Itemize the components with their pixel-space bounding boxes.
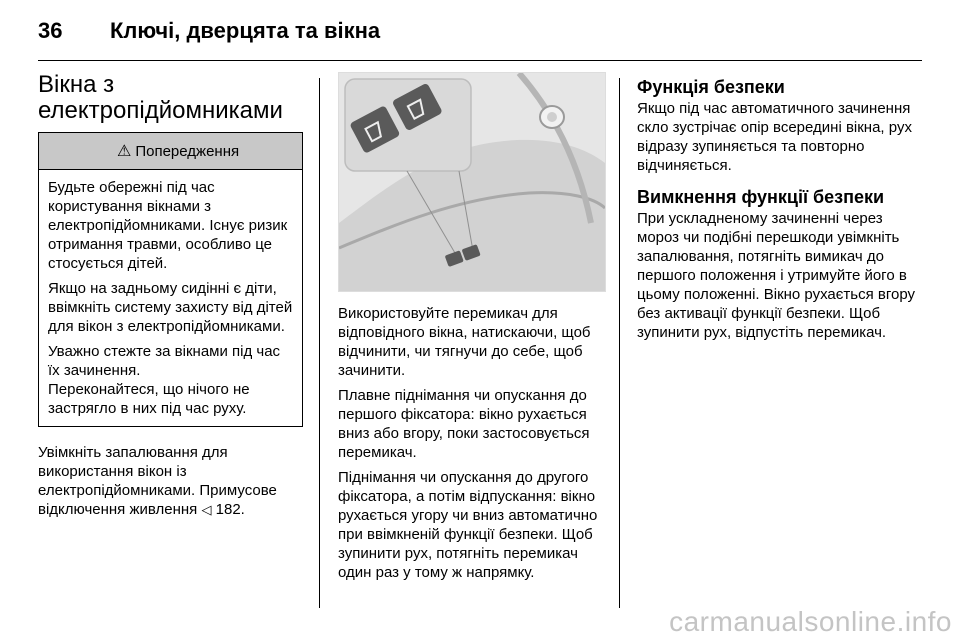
header-divider [38,60,922,61]
chapter-title: Ключі, дверцята та вікна [110,18,381,43]
disable-safety-text: При ускладненому зачиненні через мороз чи подібні перешкоди увімкніть запалювання, потягніть вимикач до першого положення і утримуйте його в цьому положенні. Вікно рухається вгору без активації функції безпеки. Щоб зупинити рух, відпустіть перемикач. [637,210,916,341]
warning-paragraph-1: Будьте обережні під час користування вікнами з електропідйомниками. Існує ризик отримання травми, особливо це стосується дітей. [48,179,288,272]
section-title-line1: Вікна з [38,71,115,98]
column-middle [338,72,606,588]
middle-paragraph-2: Плавне піднімання чи опускання до першого фіксатора: вікно рухається вниз або вгору, поки застосовується перемикач. [338,387,590,461]
column-left [38,72,303,525]
column-right [637,77,922,342]
disable-safety-heading: Вимкнення функції безпеки [637,187,885,207]
door-panel-drawing [339,73,605,291]
page-header [38,14,922,48]
warning-triangle-icon: ⚠ [117,143,132,160]
ignition-paragraph [38,443,303,519]
reference-page[interactable]: 182. [215,501,245,518]
column-divider-right [619,78,620,608]
warning-box [38,132,303,427]
safety-function-text: Якщо під час автоматичного зачинення скло зустрічає опір всередині вікна, рух відразу зупиняється та повторно відчиняється. [637,100,912,174]
warning-header [39,133,302,170]
section-title-line2: електропідйомниками [38,97,283,124]
column-divider-left [319,78,320,608]
site-watermark: carmanualsonline.info [669,606,952,637]
section-title [38,72,303,124]
switch-instructions [338,304,606,582]
warning-paragraph-3a: Уважно стежте за вікнами під час їх зачинення. [48,343,281,379]
warning-body [39,170,302,426]
safety-function-heading: Функція безпеки [637,77,785,97]
warning-title: Попередження [135,142,240,160]
window-switch-illustration [338,72,606,292]
ignition-text: Увімкніть запалювання для використання вікон із електропідйомниками. Примусове відключення живлення [38,444,277,518]
warning-paragraph-2: Якщо на задньому сидінні є діти, ввімкніть систему захисту від дітей для вікон з електропідйомниками. [48,280,293,335]
warning-paragraph-3b: Переконайтеся, що нічого не застрягло в них під час руху. [48,381,250,417]
middle-paragraph-3: Піднімання чи опускання до другого фіксатора, а потім відпускання: вікно рухається угору чи вниз автоматично при ввімкненій функції безпеки. Щоб зупинити рух, потягніть перемикач один раз у тому ж напрямку. [338,469,598,581]
page-number: 36 [38,18,63,43]
page-reference-icon[interactable]: ◁ [201,502,212,517]
middle-paragraph-1: Використовуйте перемикач для відповідного вікна, натискаючи, щоб відчинити, чи тягнучи до себе, щоб зачинити. [338,305,591,379]
